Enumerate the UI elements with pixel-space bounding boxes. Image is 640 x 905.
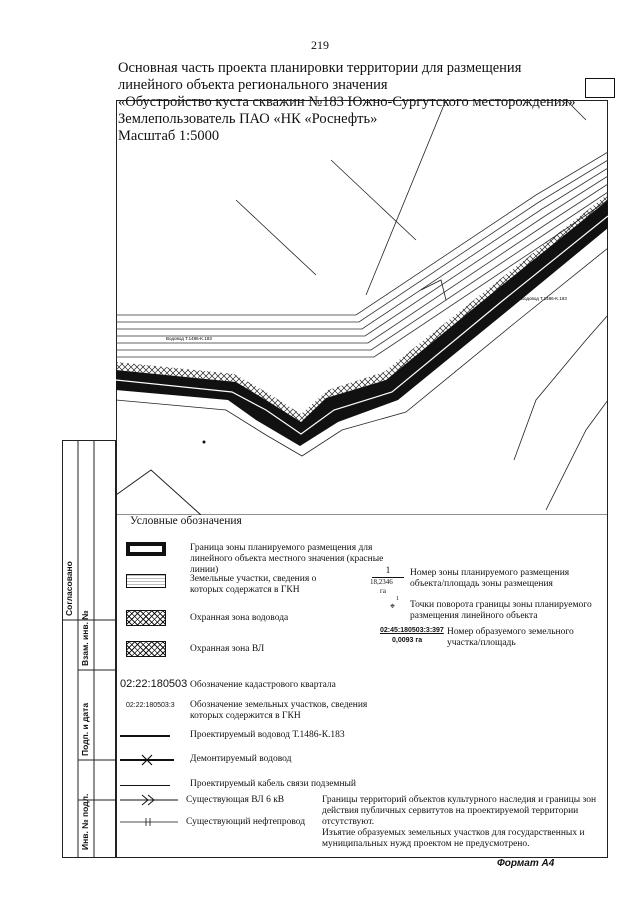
cadastral-code: 02:22:180503 [120,678,188,690]
vl-protect-label: Охранная зона ВЛ [190,644,265,654]
formed-parcel-bottom: 0,0093 га [392,637,423,644]
title-line-5: Масштаб 1:5000 [118,128,220,144]
format-label: Формат А4 [497,858,555,869]
side-sign-date: Подп. и дата [80,702,90,756]
map-label-left: Водовод T.1486-K.183 [166,336,212,341]
turn-point-number: 1 [396,596,399,602]
parcels-symbol [126,574,166,588]
proj-cable-label: Проектируемый кабель связи подземный [190,779,356,789]
side-inv-orig: Инв. № подл. [80,793,90,850]
side-agreed: Согласовано [64,561,74,616]
vl-protect-symbol [126,641,166,657]
zone-number-top: 1 [385,566,391,576]
zone-number-bottom: 18,2346 [370,578,393,586]
side-stamp [62,440,116,858]
title-line-4: Землепользователь ПАО «НК «Роснефть» [118,111,378,127]
proj-water-line [120,735,170,737]
corner-stamp-box [585,78,615,98]
zone-number-unit: га [380,587,386,595]
title-line-1: Основная часть проекта планировки территории для размещения [118,60,522,76]
demount-water-label: Демонтируемый водовод [190,754,292,764]
map-label-right: Водовод T.1486-K.183 [521,296,567,301]
exist-oil-line [120,817,178,827]
note-heritage: Границы территорий объектов культурного наследия и границы зон действия публичных сервитутов на проектируемой территории отсутствуют. [322,795,597,827]
exist-vl-line [120,794,178,806]
formed-parcel-desc: Номер образуемого земельного участка/площадь [447,627,574,648]
map-drawing [116,100,608,515]
exist-vl-label: Существующая ВЛ 6 кВ [186,795,285,805]
proj-cable-line [120,785,170,786]
parcel-desc: Обозначение земельных участков, сведения которых содержится в ГКН [190,700,368,721]
exist-oil-label: Существующий нефтепровод [186,817,306,827]
title-line-3: «Обустройство куста скважин №183 Южно-Сургутского месторождения» [118,94,576,110]
turn-point-icon: ⌖ [390,601,396,611]
side-inv-replace: Взам. инв. № [80,610,90,666]
note-seizure: Изъятие образуемых земельных участков для государственных и муниципальных нужд проектом не предусмотрено. [322,828,585,849]
proj-water-label: Проектируемый водовод Т.1486-К.183 [190,730,345,740]
zone-number-desc: Номер зоны планируемого размещения объекта/площадь зоны размещения [410,568,570,589]
formed-parcel-top: 02:45:180503:3:397 [380,627,444,634]
parcel-code: 02:22:180503:3 [126,702,175,709]
parcels-label: Земельные участки, сведения о которых содержатся в ГКН [190,574,317,595]
planned-zone-band [116,200,608,446]
zone-boundary-symbol [126,542,166,556]
turn-points-desc: Точки поворота границы зоны планируемого размещения линейного объекта [410,600,592,621]
page-number: 219 [311,38,329,52]
demount-water-line [120,754,174,766]
water-protect-label: Охранная зона водовода [190,613,289,623]
title-line-2: линейного объекта регионального значения [118,77,388,93]
water-protect-symbol [126,610,166,626]
cadastral-desc: Обозначение кадастрового квартала [190,680,336,690]
zone-boundary-label: Граница зоны планируемого размещения для линейного объекта местного значения (красные линии) [190,543,384,575]
legend-title: Условные обозначения [130,515,242,527]
